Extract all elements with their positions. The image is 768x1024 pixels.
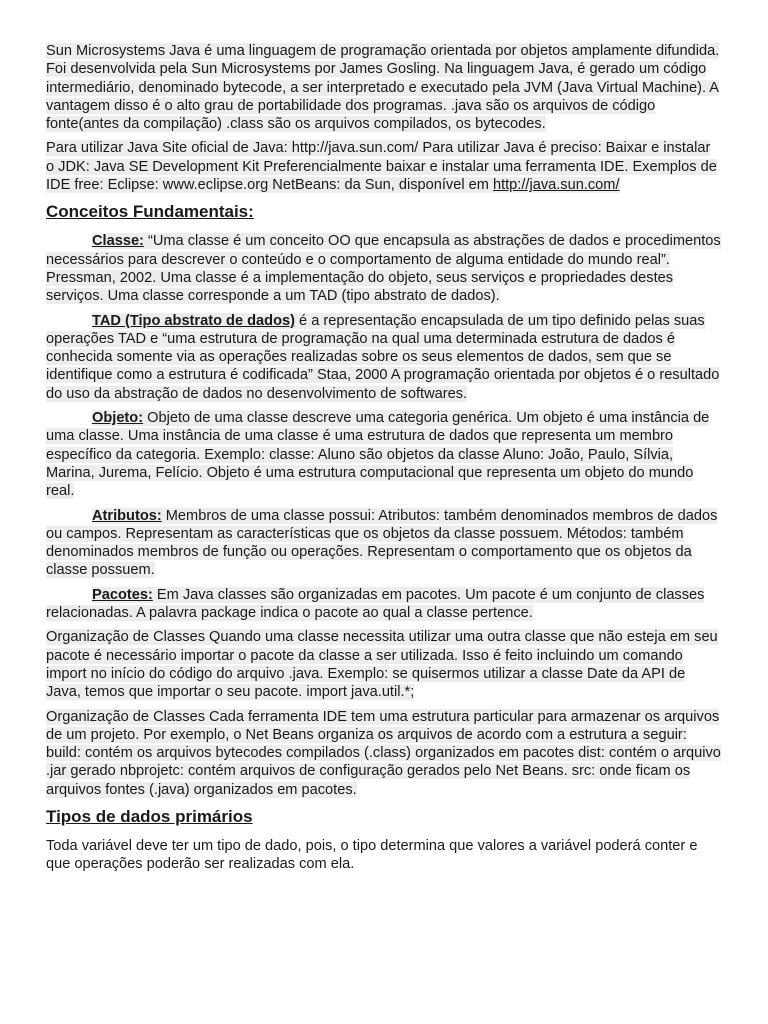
tipos-text: Toda variável deve ter um tipo de dado, pois, o tipo determina que valores a variável poderá conter e que operações poderão ser realizadas com ela.: [46, 837, 698, 873]
java-site-link[interactable]: http://java.sun.com/: [492, 177, 620, 194]
paragraph-objeto: [46, 409, 722, 500]
paragraph-classe: [46, 232, 722, 305]
term-atributos: Atributos:: [92, 507, 162, 524]
tad-text: é a representação encapsulada de um tipo definido pelas suas operações TAD e “uma estrutura de programação na qual uma determinada estrutura de dados é conhecida somente via as operações realizadas sobre os seus elementos de dados, sem que se identifique como a estrutura é codificada” Staa, 2000 A programação orientada por objetos é o resultado do uso da abstração de dados no desenvolvimento de softwares.: [46, 312, 720, 402]
term-pacotes: Pacotes:: [92, 586, 153, 603]
org-import-text: Organização de Classes Quando uma classe necessita utilizar uma outra classe que não esteja em seu pacote é necessário importar o pacote da classe a ser utilizada. Isso é feito incluindo um comando import no início do código do arquivo .java. Exemplo: se quisermos utilizar a classe Date da API de Java, temos que importar o seu pacote. import java.util.*;: [46, 629, 718, 701]
paragraph-atributos: [46, 507, 722, 580]
paragraph-pacotes: [46, 586, 722, 623]
classe-text: “Uma classe é um conceito OO que encapsula as abstrações de dados e procedimentos necessários para descrever o conteúdo e o comportamento de alguma entidade do mundo real”. Pressman, 2002. Uma classe é a implementação do objeto, seus serviços e propriedades destes serviços. Uma classe corresponde a um TAD (tipo abstrato de dados).: [46, 233, 721, 305]
objeto-text: Objeto de uma classe descreve uma categoria genérica. Um objeto é uma instância de uma classe. Uma instância de uma classe é uma estrutura de dados que representa um membro específico da categoria. Exemplo: classe: Aluno são objetos da classe Aluno: João, Paulo, Sílvia, Marina, Jurema, Felício. Objeto é uma estrutura computacional que representa um objeto do mundo real.: [46, 410, 710, 500]
term-classe: Classe:: [92, 233, 144, 250]
term-objeto: Objeto:: [92, 410, 144, 427]
org-ide-text: Organização de Classes Cada ferramenta IDE tem uma estrutura particular para armazenar os arquivos de um projeto. Por exemplo, o Net Beans organiza os arquivos de acordo com a estrutura a seguir: build: contém os arquivos bytecodes compilados (.class) organizados em pacotes dist: contém o arquivo .jar gerado nbprojetc: contém arquivos de configuração gerados pelo Net Beans. src: onde ficam os arquivos fontes (.java) organizados em pacotes.: [46, 708, 721, 798]
paragraph-intro-text: Sun Microsystems Java é uma linguagem de programação orientada por objetos amplamente difundida. Foi desenvolvida pela Sun Microsystems por James Gosling. Na linguagem Java, é gerado um código intermediário, denominado bytecode, a ser interpretado e executado pela JVM (Java Virtual Machine). A vantagem disso é o alto grau de portabilidade dos programas. .java são os arquivos de código fonte(antes da compilação) .class são os arquivos compilados, os bytecodes.: [46, 43, 720, 133]
paragraph-org-ide: [46, 708, 722, 799]
paragraph-usage-text: Para utilizar Java Site oficial de Java: http://java.sun.com/ Para utilizar Java é preciso: Baixar e instalar o JDK: Java SE Development Kit Preferencialmente baixar e instalar uma ferramenta IDE. Exemplos de IDE free: Eclipse: www.eclipse.org NetBeans: da Sun, disponível em: [46, 140, 717, 194]
paragraph-intro: [46, 42, 722, 133]
term-tad: TAD (Tipo abstrato de dados): [92, 312, 295, 329]
paragraph-usage: [46, 139, 722, 194]
paragraph-tad: [46, 312, 722, 403]
paragraph-tipos: [46, 837, 722, 874]
heading-tipos: Tipos de dados primários: [46, 806, 253, 826]
heading-conceitos: Conceitos Fundamentais:: [46, 202, 254, 222]
atributos-text: Membros de uma classe possui: Atributos: também denominados membros de dados ou campos. Representam as características que os objetos da classe possuem. Métodos: também denominados membros de função ou operações. Representam o comportamento que os objetos da classe possuem.: [46, 507, 718, 579]
paragraph-org-import: [46, 628, 722, 701]
pacotes-text: Em Java classes são organizadas em pacotes. Um pacote é um conjunto de classes relacionadas. A palavra package indica o pacote ao qual a classe pertence.: [46, 586, 705, 622]
